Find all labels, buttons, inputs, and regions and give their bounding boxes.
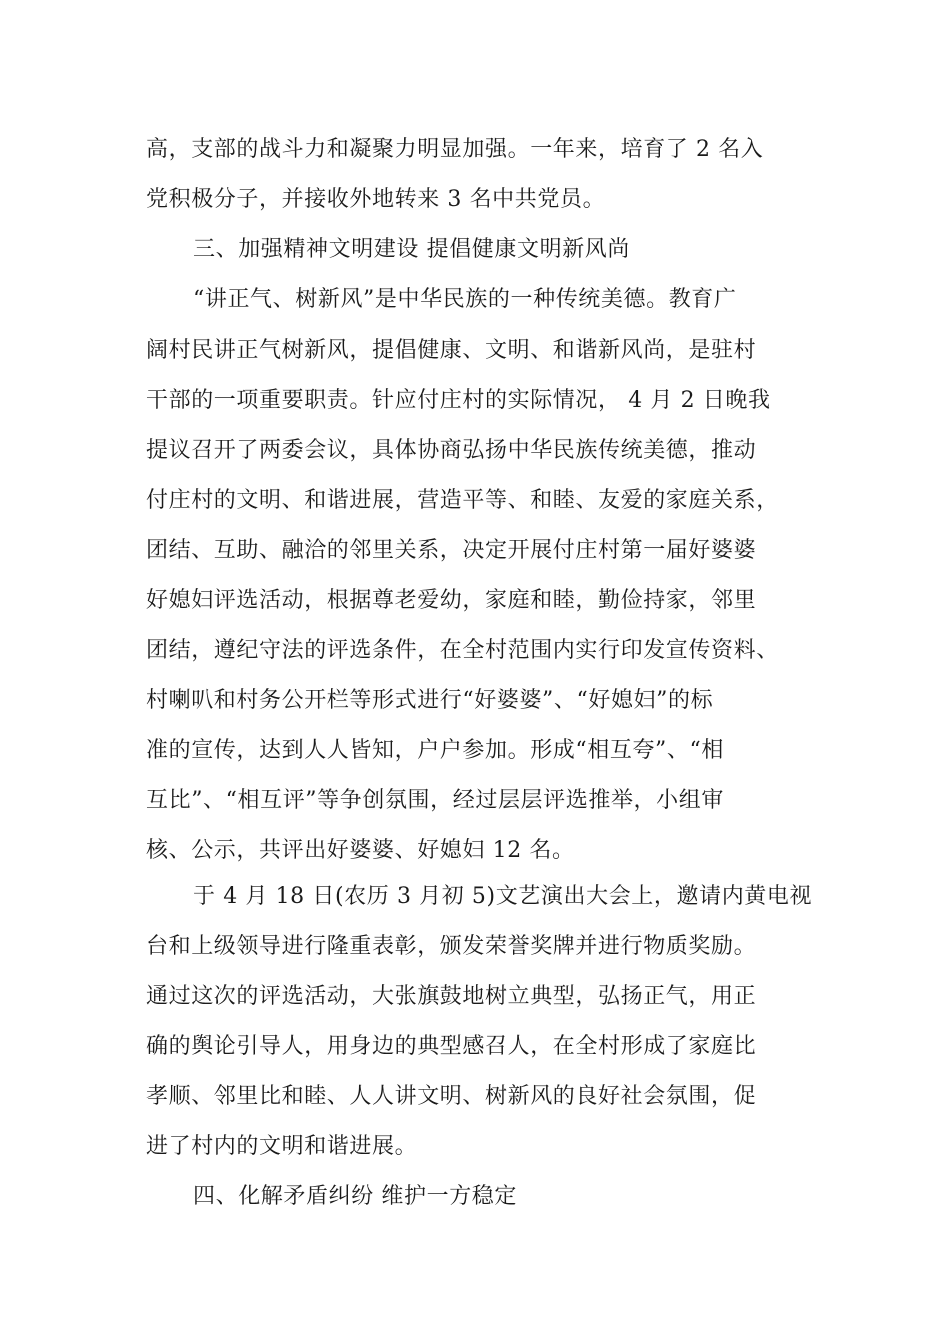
body-text-line: 互比”、“相互评”等争创氛围，经过层层评选推举，小组审: [146, 788, 724, 813]
body-text-line: 确的舆论引导人，用身边的典型感召人，在全村形成了家庭比: [146, 1034, 757, 1059]
body-text-line: 准的宣传，达到人人皆知，户户参加。形成“相互夸”、“相: [146, 738, 724, 763]
body-text-line: 于 4 月 18 日(农历 3 月初 5)文艺演出大会上，邀请内黄电视: [193, 884, 813, 909]
body-text-line: 团结、互助、融洽的邻里关系，决定开展付庄村第一届好婆婆: [146, 538, 757, 563]
body-text-line: 付庄村的文明、和谐进展，营造平等、和睦、友爱的家庭关系，: [146, 488, 779, 513]
body-text-line: 团结，遵纪守法的评选条件，在全村范围内实行印发宣传资料、: [146, 638, 779, 663]
section-heading: 四、化解矛盾纠纷 维护一方稳定: [193, 1184, 517, 1209]
body-text-line: 干部的一项重要职责。针应付庄村的实际情况， 4 月 2 日晚我: [146, 388, 771, 413]
body-text-line: 台和上级领导进行隆重表彰，颁发荣誉奖牌并进行物质奖励。: [146, 934, 757, 959]
body-text-line: 阔村民讲正气树新风，提倡健康、文明、和谐新风尚，是驻村: [146, 338, 757, 363]
body-text-line: 核、公示，共评出好婆婆、好媳妇 12 名。: [146, 838, 575, 863]
body-text-line: 进了村内的文明和谐进展。: [146, 1134, 418, 1159]
body-text-line: 孝顺、邻里比和睦、人人讲文明、树新风的良好社会氛围，促: [146, 1084, 757, 1109]
body-text-line: 村喇叭和村务公开栏等形式进行“好婆婆”、“好媳妇”的标: [146, 688, 714, 713]
body-text-line: 通过这次的评选活动，大张旗鼓地树立典型，弘扬正气，用正: [146, 984, 757, 1009]
body-text-line: “讲正气、树新风”是中华民族的一种传统美德。教育广: [193, 287, 737, 312]
body-text-line: 提议召开了两委会议，具体协商弘扬中华民族传统美德，推动: [146, 438, 757, 463]
body-text-line: 党积极分子，并接收外地转来 3 名中共党员。: [146, 187, 606, 212]
body-text-line: 好媳妇评选活动，根据尊老爱幼，家庭和睦，勤俭持家，邻里: [146, 588, 757, 613]
body-text-line: 高，支部的战斗力和凝聚力明显加强。一年来，培育了 2 名入: [146, 137, 764, 162]
section-heading: 三、加强精神文明建设 提倡健康文明新风尚: [193, 237, 630, 262]
